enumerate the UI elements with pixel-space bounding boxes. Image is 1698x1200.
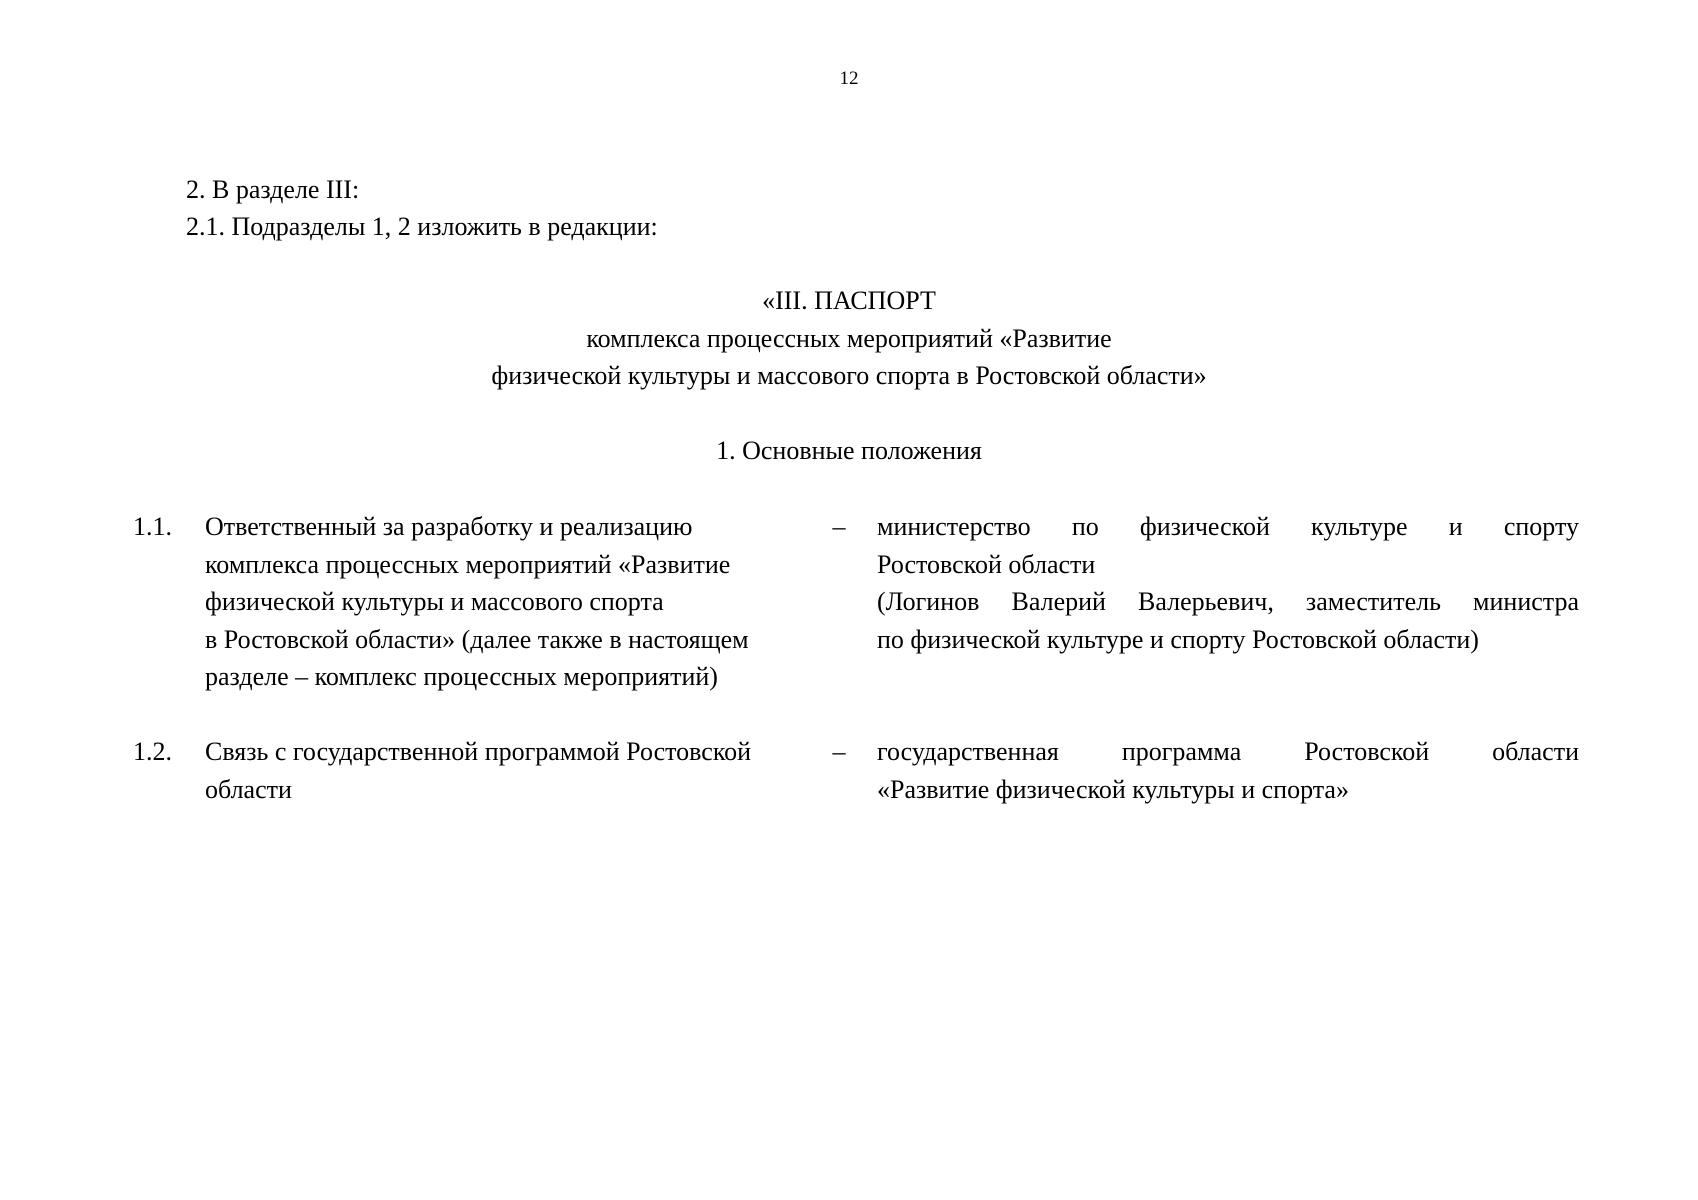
row-label-line: Связь с государственной программой Ростовской bbox=[205, 737, 752, 766]
row-value-line: министерство по физической культуре и спорту bbox=[877, 512, 1579, 541]
row-label-line: Ответственный за разработку и реализацию bbox=[205, 512, 693, 541]
row-label-line: области bbox=[205, 774, 292, 804]
row-label-line: физической культуры и массового спорта bbox=[205, 587, 664, 616]
intro-paragraph-subsections: 2.1. Подразделы 1, 2 изложить в редакции: bbox=[186, 212, 658, 241]
row-value-line: государственная программа Ростовской области bbox=[877, 737, 1579, 766]
passport-title bbox=[0, 282, 1698, 395]
row-label bbox=[205, 733, 815, 808]
intro-paragraph-section: 2. В разделе III: bbox=[186, 175, 360, 204]
row-label-line: разделе – комплекс процессных мероприятий) bbox=[205, 662, 718, 691]
row-value-line: (Логинов Валерий Валерьевич, заместитель министра bbox=[877, 587, 1579, 616]
row-dash: – bbox=[832, 512, 846, 541]
row-label-line: в Ростовской области» (далее также в настоящем bbox=[205, 624, 749, 654]
row-value-line: «Развитие физической культуры и спорта» bbox=[877, 774, 1349, 804]
row-label bbox=[205, 508, 815, 696]
page-number: 12 bbox=[839, 68, 859, 89]
row-value-line: Ростовской области bbox=[877, 549, 1096, 579]
row-label-line: комплекса процессных мероприятий «Развитие bbox=[205, 549, 731, 579]
row-value bbox=[877, 508, 1579, 658]
passport-title-line-3: физической культуры и массового спорта в Ростовской области» bbox=[491, 361, 1207, 390]
passport-title-line-1: «III. ПАСПОРТ bbox=[762, 286, 936, 315]
row-number: 1.2. bbox=[133, 737, 172, 766]
row-dash: – bbox=[832, 737, 846, 766]
row-number: 1.1. bbox=[133, 512, 172, 541]
row-value bbox=[877, 733, 1579, 808]
row-value-line: по физической культуре и спорту Ростовской области) bbox=[877, 624, 1479, 654]
subsection-title: 1. Основные положения bbox=[716, 436, 982, 465]
passport-title-line-2: комплекса процессных мероприятий «Развитие bbox=[586, 323, 1112, 353]
